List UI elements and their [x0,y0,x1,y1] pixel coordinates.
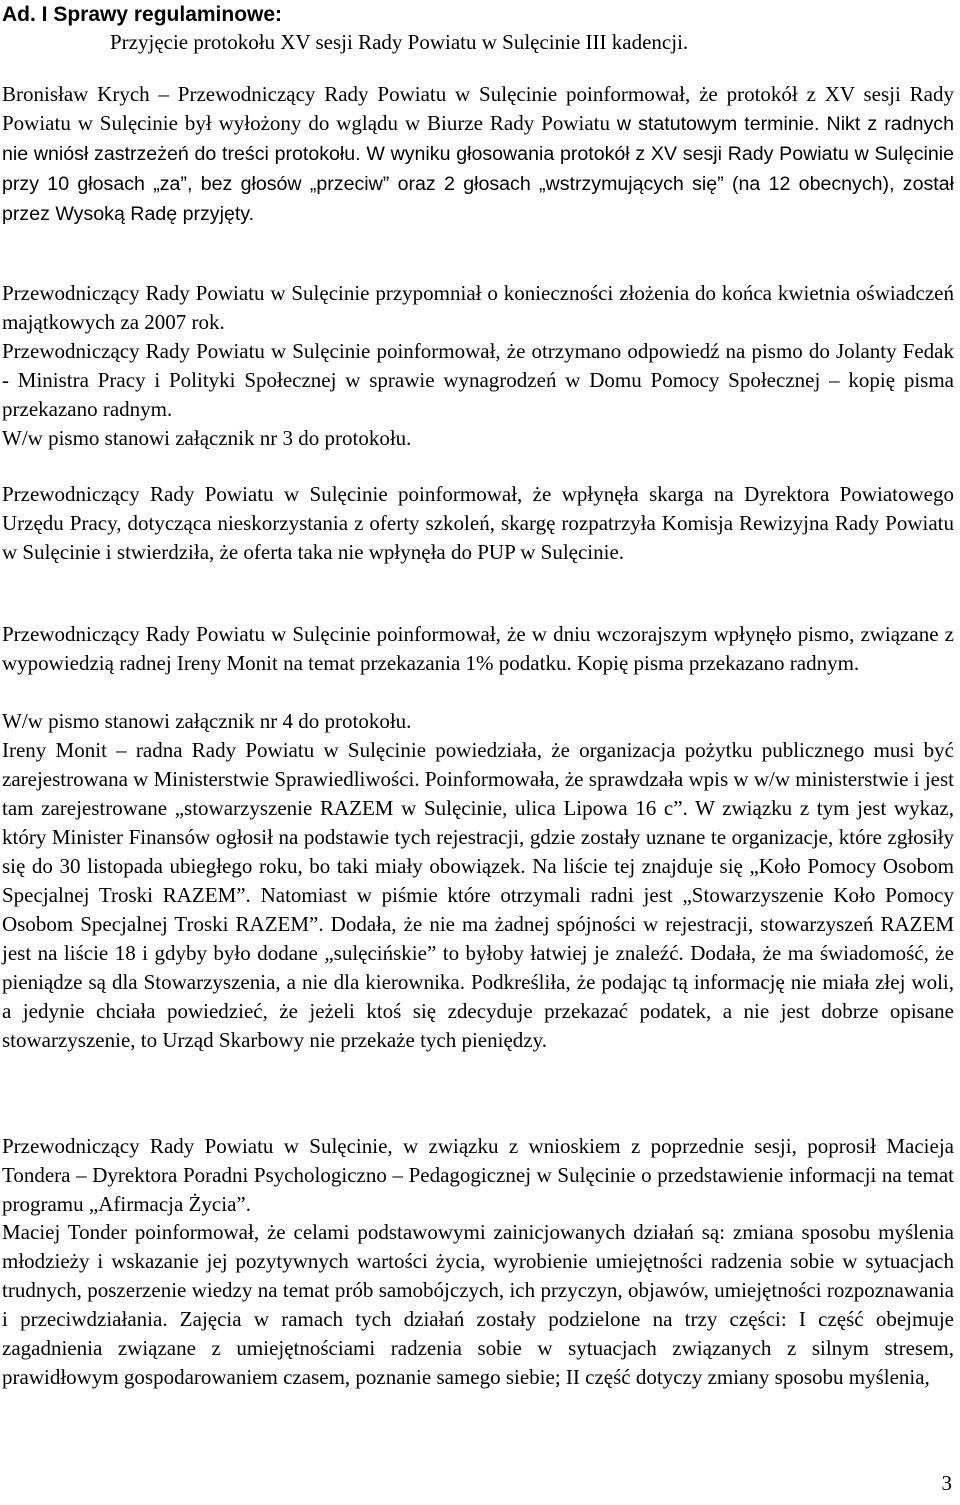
page-number: 3 [941,1471,952,1495]
section-heading: Ad. I Sprawy regulaminowe: [2,3,283,26]
paragraph-ministry-reply: Przewodniczący Rady Powiatu w Sulęcinie poinformował, że otrzymano odpowiedź na pismo do Jolanty Fedak - Ministra Pracy i Polityki Społecznej w sprawie wynagrodzeń w Domu Pomocy Społecznej – kopię pisma przekazano radnym. [2,339,954,421]
paragraph-asset-declarations: Przewodniczący Rady Powiatu w Sulęcinie przypomniał o konieczności złożenia do końca kwietnia oświadczeń majątkowych za 2007 rok. [2,281,954,334]
paragraph-protocol-adoption [2,80,954,229]
paragraph-attachment-4: W/w pismo stanowi załącznik nr 4 do protokołu. [2,709,412,733]
paragraph-afirmacja-request: Przewodniczący Rady Powiatu w Sulęcinie, w związku z wnioskiem z poprzednie sesji, poprosił Macieja Tondera – Dyrektora Poradni Psychologiczno – Pedagogicznej w Sulęcinie o przedstawienie informacji na temat programu „Afirmacja Życia”. [2,1134,954,1216]
paragraph-tax-letter: Przewodniczący Rady Powiatu w Sulęcinie poinformował, że w dniu wczorajszym wpłynęło pismo, związane z wypowiedzią radnej Ireny Monit na temat przekazania 1% podatku. Kopię pisma przekazano radnym. [2,622,954,675]
paragraph-protocol-adoption-sans: w statutowym terminie. Nikt z radnych nie wniósł zastrzeżeń do treści protokołu. W wyniku głosowania protokół z XV sesji Rady Powiatu w Sulęcinie przy 10 głosach „za”, bez głosów „przeciw” oraz 2 głosach „wstrzymujących się” (na 12 obecnych), został przez Wysoką Radę przyjęty. [2,113,954,225]
paragraph-complaint: Przewodniczący Rady Powiatu w Sulęcinie poinformował, że wpłynęła skarga na Dyrektora Powiatowego Urzędu Pracy, dotycząca nieskorzystania z oferty szkoleń, skargę rozpatrzyła Komisja Rewizyjna Rady Powiatu w Sulęcinie i stwierdziła, że oferta taka nie wpłynęła do PUP w Sulęcinie. [2,482,954,564]
paragraph-tonder-info: Maciej Tonder poinformował, że celami podstawowymi zainicjowanych działań są: zmiana sposobu myślenia młodzieży i wskazanie jej pozytywnych wartości życia, wyrobienie umiejętności radzenia sobie w sytuacjach trudnych, poszerzenie wiedzy na temat prób samobójczych, ich przyczyn, objawów, umiejętności rozpoznawania i przeciwdziałania. Zajęcia w ramach tych działań zostały podzielone na trzy części: I część obejmuje zagadnienia związane z umiejętnościami radzenia sobie w sytuacjach związanych z silnym stresem, prawidłowym gospodarowaniem czasem, poznanie samego siebie; II część dotyczy zmiany sposobu myślenia, [2,1220,954,1389]
paragraph-attachment-3: W/w pismo stanowi załącznik nr 3 do protokołu. [2,426,412,450]
section-subheading: Przyjęcie protokołu XV sesji Rady Powiatu w Sulęcinie III kadencji. [110,30,689,54]
paragraph-protocol-adoption-serif: Bronisław Krych – Przewodniczący Rady Powiatu w Sulęcinie poinformował, że protokół z XV sesji Rady Powiatu w Sulęcinie był wyłożony do wglądu w Biurze Rady Powiatu [2,82,954,135]
paragraph-irena-monit: Ireny Monit – radna Rady Powiatu w Sulęcinie powiedziała, że organizacja pożytku publicznego musi być zarejestrowana w Ministerstwie Sprawiedliwości. Poinformowała, że sprawdzała wpis w w/w ministerstwie i jest tam zarejestrowane „stowarzyszenie RAZEM w Sulęcinie, ulica Lipowa 16 c”. W związku z tym jest wykaz, który Minister Finansów ogłosił na podstawie tych rejestracji, gdzie zostały uznane te organizacje, które zgłosiły się do 30 listopada ubiegłego roku, bo taki miały obowiązek. Na liście tej znajduje się „Koło Pomocy Osobom Specjalnej Troski RAZEM”. Natomiast w piśmie które otrzymali radni jest „Stowarzyszenie Koło Pomocy Osobom Specjalnej Troski RAZEM”. Dodała, że nie ma żadnej spójności w rejestracji, stowarzyszeń RAZEM jest na liście 18 i gdyby było dodane „sulęcińskie” to byłoby łatwiej je znaleźć. Dodała, że ma świadomość, że pieniądze są dla Stowarzyszenia, a nie dla kierownika. Podkreśliła, że podając tą informację nie miała złej woli, a jedynie chciała powiedzieć, że jeżeli ktoś się zdecyduje przekazać podatek, a nie jest dobrze opisane stowarzyszenie, to Urząd Skarbowy nie przekaże tych pieniędzy. [2,738,954,1052]
